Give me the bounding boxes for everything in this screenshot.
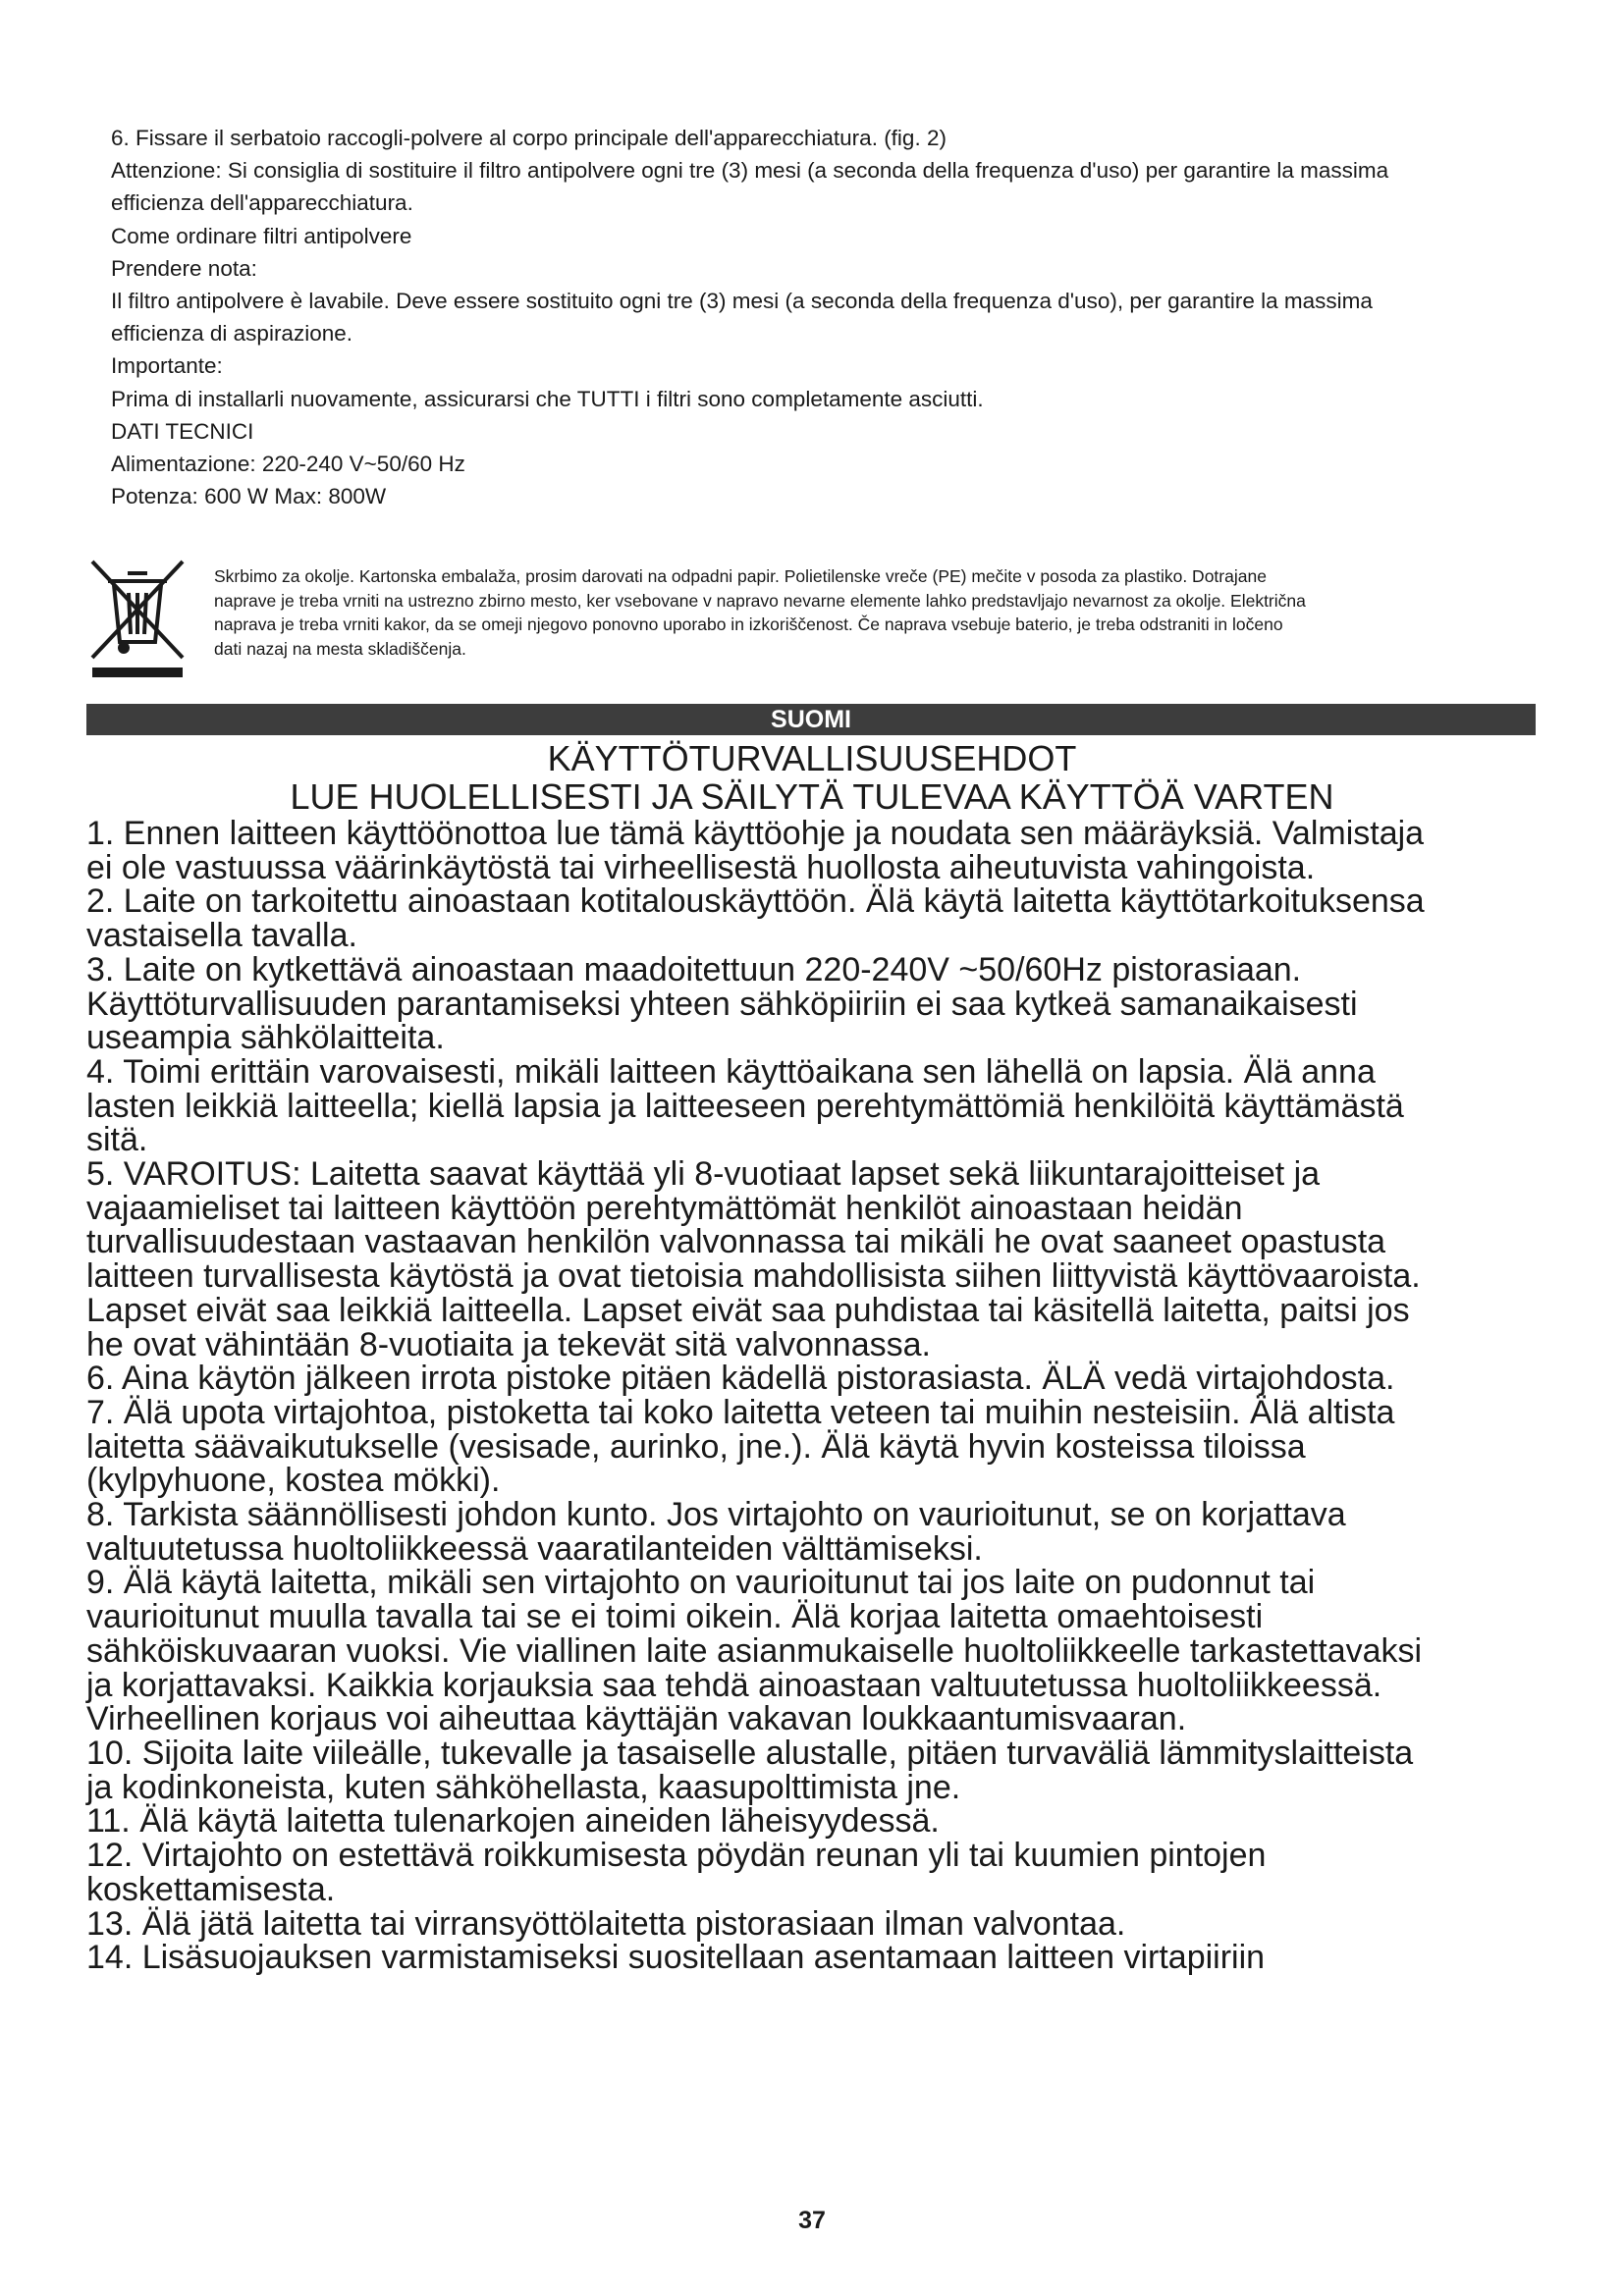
fi-line: turvallisuudestaan vastaavan henkilön valvonnassa tai mikäli he ovat saaneet opastusta [86, 1223, 1386, 1261]
section-subtitle: LUE HUOLELLISESTI JA SÄILYTÄ TULEVAA KÄYTTÖÄ VARTEN [290, 776, 1334, 817]
fi-line: 3. Laite on kytkettävä ainoastaan maadoitettuun 220-240V ~50/60Hz pistorasiaan. [86, 950, 1302, 988]
fi-line: laitetta säävaikutukselle (vesisade, aurinko, jne.). Älä käytä hyvin kosteissa tiloissa [86, 1427, 1306, 1466]
fi-line: koskettamisesta. [86, 1870, 336, 1908]
fi-line: Käyttöturvallisuuden parantamiseksi yhteen sähköpiiriin ei saa kytkeä samanaikaisesti [86, 985, 1358, 1023]
fi-line: 14. Lisäsuojauksen varmistamiseksi suositellaan asentamaan laitteen virtapiiriin [86, 1939, 1266, 1977]
fi-line: vastaisella tavalla. [86, 917, 357, 955]
fi-line: ja kodinkoneista, kuten sähköhellasta, kaasupolttimista jne. [86, 1768, 961, 1806]
it-line: Prima di installarli nuovamente, assicurarsi che TUTTI i filtri sono completamente asciutti. [111, 386, 984, 411]
it-line: DATI TECNICI [111, 418, 254, 444]
it-line: Attenzione: Si consiglia di sostituire il filtro antipolvere ogni tre (3) mesi (a seconda della frequenza d'uso) per garantire la massima [111, 158, 1389, 184]
it-line: efficienza di aspirazione. [111, 321, 352, 347]
it-line: Alimentazione: 220-240 V~50/60 Hz [111, 452, 465, 477]
fi-line: sähköiskuvaaran vuoksi. Vie viallinen laite asianmukaiselle huoltoliikkeelle tarkastettavaksi [86, 1631, 1423, 1670]
italian-section [111, 122, 1525, 512]
fi-line: 7. Älä upota virtajohtoa, pistoketta tai koko laitetta veteen tai muihin nesteisiin. Älä altista [86, 1393, 1395, 1431]
it-line: Potenza: 600 W Max: 800W [111, 484, 387, 509]
fi-line: 1. Ennen laitteen käyttöönottoa lue tämä käyttöohje ja noudata sen määräyksiä. Valmistaja [86, 815, 1425, 852]
recycling-line: naprava je treba vrniti kakor, da se omeji njegovo ponovno uporabo in izkoriščenost. Če naprava vsebuje baterio, je treba odstraniti in ločeno [214, 614, 1283, 635]
recycling-line: Skrbimo za okolje. Kartonska embalaža, prosim darovati na odpadni papir. Polietilenske vreče (PE) mečite v posoda za plastiko. Dotrajane [214, 566, 1267, 586]
page-number: 37 [798, 2207, 826, 2234]
it-line: Come ordinare filtri antipolvere [111, 223, 412, 248]
fi-line: ja korjattavaksi. Kaikkia korjauksia saa tehdä ainoastaan valtuutetussa huoltoliikkeessä. [86, 1666, 1382, 1704]
fi-line: 10. Sijoita laite viileälle, tukevalle ja tasaiselle alustalle, pitäen turvaväliä lämmityslaitteista [86, 1734, 1414, 1772]
fi-line: he ovat vähintään 8-vuotiaita ja tekevät sitä valvonnassa. [86, 1325, 931, 1363]
it-line: Importante: [111, 353, 223, 379]
fi-line: sitä. [86, 1121, 148, 1159]
fi-line: 5. VAROITUS: Laitetta saavat käyttää yli 8-vuotiaat lapset sekä liikuntarajoitteiset ja [86, 1155, 1321, 1194]
language-header: SUOMI [86, 704, 1536, 735]
fi-line: useampia sähkölaitteita. [86, 1019, 445, 1057]
fi-line: laitteen turvallisesta käytöstä ja ovat tietoisia mahdollisista siihen liittyvistä käyttövaaroista. [86, 1257, 1421, 1296]
recycling-notice [214, 564, 1530, 661]
fi-line: lasten leikkiä laitteella; kiellä lapsia ja laitteeseen perehtymättömiä henkilöitä käyttämästä [86, 1087, 1404, 1125]
fi-line: 8. Tarkista säännöllisesti johdon kunto. Jos virtajohto on vaurioitunut, se on korjattava [86, 1496, 1346, 1534]
crossed-out-wheelie-bin-icon [86, 556, 189, 679]
section-title: KÄYTTÖTURVALLISUUSEHDOT [547, 738, 1077, 778]
fi-line: vajaamieliset tai laitteen käyttöön perehtymättömät henkilöt ainoastaan heidän [86, 1189, 1243, 1227]
recycling-line: dati nazaj na mesta skladiščenja. [214, 638, 466, 659]
fi-line: 11. Älä käytä laitetta tulenarkojen aineiden läheisyydessä. [86, 1802, 940, 1841]
it-line: efficienza dell'apparecchiatura. [111, 190, 413, 216]
finnish-safety-instructions [86, 817, 1540, 1975]
fi-line: 4. Toimi erittäin varovaisesti, mikäli laitteen käyttöaikana sen lähellä on lapsia. Älä anna [86, 1052, 1376, 1091]
it-line: 6. Fissare il serbatoio raccogli-polvere al corpo principale dell'apparecchiatura. (fig. 2) [111, 126, 947, 150]
recycling-line: naprave je treba vrniti na ustrezno zbirno mesto, ker vsebovane v napravo nevarne elemente lahko predstavljajo nevarnost za okolje. Električna [214, 590, 1306, 611]
it-line: Prendere nota: [111, 255, 257, 281]
fi-line: 12. Virtajohto on estettävä roikkumisesta pöydän reunan yli tai kuumien pintojen [86, 1837, 1267, 1875]
fi-line: (kylpyhuone, kostea mökki). [86, 1462, 501, 1500]
fi-line: 9. Älä käytä laitetta, mikäli sen virtajohto on vaurioitunut tai jos laite on pudonnut tai [86, 1564, 1316, 1602]
fi-line: valtuutetussa huoltoliikkeessä vaaratilanteiden välttämiseksi. [86, 1529, 983, 1568]
fi-line: 13. Älä jätä laitetta tai virransyöttölaitetta pistorasiaan ilman valvontaa. [86, 1904, 1126, 1943]
fi-line: vaurioitunut muulla tavalla tai se ei toimi oikein. Älä korjaa laitetta omaehtoisesti [86, 1598, 1264, 1636]
fi-line: Virheellinen korjaus voi aiheuttaa käyttäjän vakavan loukkaantumisvaaran. [86, 1700, 1187, 1738]
it-line: Il filtro antipolvere è lavabile. Deve essere sostituito ogni tre (3) mesi (a seconda della frequenza d'uso), per garantire la massima [111, 289, 1373, 314]
fi-line: ei ole vastuussa väärinkäytöstä tai virheellisestä huollosta aiheutuvista vahingoista. [86, 848, 1316, 886]
fi-line: Lapset eivät saa leikkiä laitteella. Lapset eivät saa puhdistaa tai käsitellä laitetta, paitsi jos [86, 1291, 1410, 1329]
fi-line: 6. Aina käytön jälkeen irrota pistoke pitäen kädellä pistorasiasta. ÄLÄ vedä virtajohdosta. [86, 1360, 1395, 1398]
fi-line: 2. Laite on tarkoitettu ainoastaan kotitalouskäyttöön. Älä käytä laitetta käyttötarkoituksensa [86, 882, 1425, 921]
